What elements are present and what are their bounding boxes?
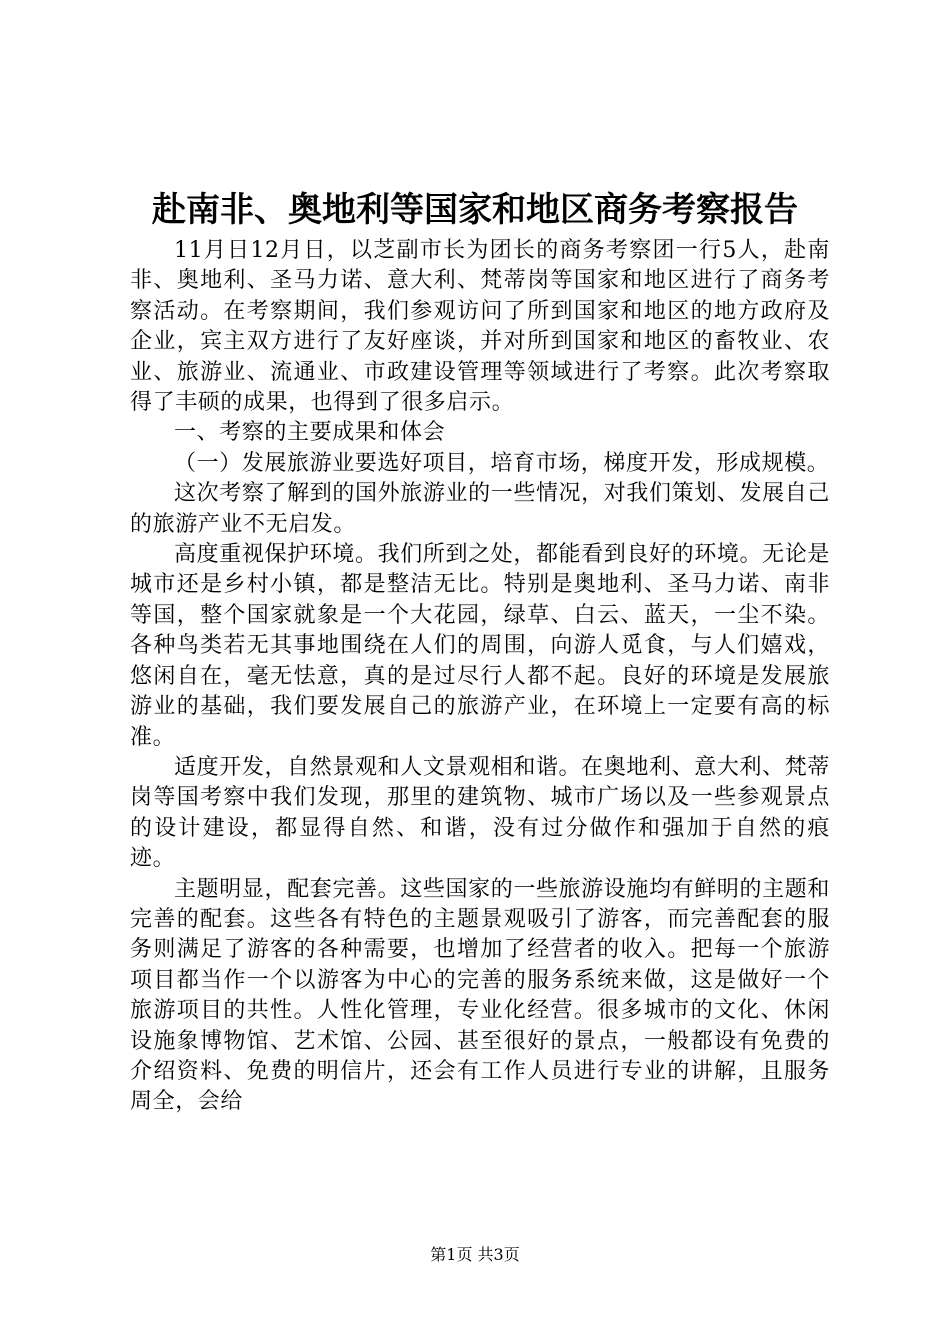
paragraph-moderate-development: 适度开发，自然景观和人文景观相和谐。在奥地利、意大利、梵蒂岗等国考察中我们发现，那里的建筑物、城市广场以及一些参观景点的设计建设，都显得自然、和谐，没有过分做作和强加于自然的痕迹。 bbox=[130, 754, 830, 872]
subsection-heading: （一）发展旅游业要选好项目，培育市场，梯度开发，形成规模。 bbox=[174, 450, 830, 476]
paragraph-tourism-overview: 这次考察了解到的国外旅游业的一些情况，对我们策划、发展自己的旅游产业不无启发。 bbox=[130, 481, 830, 537]
section-heading: 一、考察的主要成果和体会 bbox=[174, 420, 446, 446]
document-body bbox=[130, 236, 830, 1118]
paragraph-environment: 高度重视保护环境。我们所到之处，都能看到良好的环境。无论是城市还是乡村小镇，都是整洁无比。特别是奥地利、圣马力诺、南非等国，整个国家就象是一个大花园，绿草、白云、蓝天，一尘不染。各种鸟类若无其事地围绕在人们的周围，向游人觅食，与人们嬉戏，悠闲自在，毫无怯意，真的是过尽行人都不起。良好的环境是发展旅游业的基础，我们要发展自己的旅游产业，在环境上一定要有高的标准。 bbox=[130, 542, 830, 750]
page-footer: 第1页 共3页 bbox=[430, 1245, 520, 1264]
document-title: 赴南非、奥地利等国家和地区商务考察报告 bbox=[152, 190, 798, 230]
paragraph-theme-facilities: 主题明显，配套完善。这些国家的一些旅游设施均有鲜明的主题和完善的配套。这些各有特色的主题景观吸引了游客，而完善配套的服务则满足了游客的各种需要，也增加了经营者的收入。把每一个旅游项目都当作一个以游客为中心的完善的服务系统来做，这是做好一个旅游项目的共性。人性化管理，专业化经营。很多城市的文化、休闲设施象博物馆、艺术馆、公园、甚至很好的景点，一般都设有免费的介绍资料、免费的明信片，还会有工作人员进行专业的讲解，且服务周全，会给 bbox=[130, 876, 830, 1115]
paragraph-intro: 11月日12月日，以芝副市长为团长的商务考察团一行5人，赴南非、奥地利、圣马力诺、意大利、梵蒂岗等国家和地区进行了商务考察活动。在考察期间，我们参观访问了所到国家和地区的地方政府及企业，宾主双方进行了友好座谈，并对所到国家和地区的畜牧业、农业、旅游业、流通业、市政建设管理等领域进行了考察。此次考察取得了丰硕的成果，也得到了很多启示。 bbox=[130, 238, 830, 416]
